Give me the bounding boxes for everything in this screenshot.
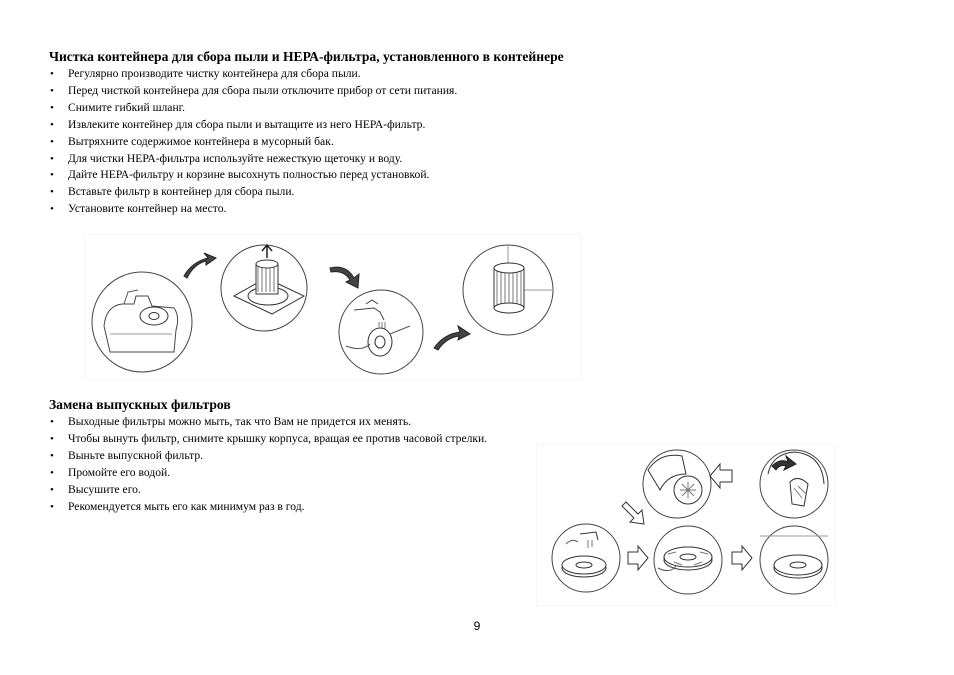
arrow-left-icon xyxy=(710,464,732,488)
clean-filter-drawing xyxy=(463,245,553,335)
list-item: • Дайте НЕРА-фильтру и корзине высохнуть полностью перед установкой. xyxy=(49,167,457,184)
page-number: 9 xyxy=(473,619,481,633)
container-cleaning-illustration xyxy=(84,234,581,380)
cover-rotation-drawing xyxy=(760,450,828,518)
arrow-right-icon xyxy=(628,546,648,570)
arrow-right-icon xyxy=(732,546,752,570)
vacuum-container-drawing xyxy=(92,272,192,372)
arrow-icon xyxy=(434,326,470,350)
list-item: • Выньте выпускной фильтр. xyxy=(49,448,487,465)
arrow-icon xyxy=(330,267,359,288)
list-item: • Вытряхните содержимое контейнера в мусорный бак. xyxy=(49,134,457,151)
section-title-container-cleaning: Чистка контейнера для сбора пыли и НЕРА-фильтра, установленного в контейнере xyxy=(49,49,564,64)
list-item: • Выходные фильтры можно мыть, так что Вам не придется их менять. xyxy=(49,414,487,431)
section-title-exhaust-filters: Замена выпускных фильтров xyxy=(49,397,231,412)
container-cleaning-steps xyxy=(49,66,457,218)
exhaust-filter-drying-drawing xyxy=(654,526,722,594)
list-item: • Перед чисткой контейнера для сбора пыли отключите прибор от сети питания. xyxy=(49,83,457,100)
filter-washing-drawing xyxy=(339,290,423,374)
filter-removal-drawing xyxy=(221,245,307,331)
rotate-arrow-icon xyxy=(772,456,796,470)
exhaust-filter-illustration xyxy=(536,444,836,606)
exhaust-filter-steps xyxy=(49,414,487,515)
list-item: • Чтобы вынуть фильтр, снимите крышку корпуса, вращая ее против часовой стрелки. xyxy=(49,431,487,448)
list-item: • Рекомендуется мыть его как минимум раз в год. xyxy=(49,499,487,516)
list-item: • Регулярно производите чистку контейнера для сбора пыли. xyxy=(49,66,457,83)
list-item: • Высушите его. xyxy=(49,482,487,499)
list-item: • Извлеките контейнер для сбора пыли и вытащите из него НЕРА-фильтр. xyxy=(49,117,457,134)
exhaust-filter-installed-drawing xyxy=(760,526,828,594)
cover-removal-drawing xyxy=(643,450,711,518)
list-item: • Промойте его водой. xyxy=(49,465,487,482)
arrow-icon xyxy=(184,253,216,278)
list-item: • Для чистки НЕРА-фильтра используйте нежесткую щеточку и воду. xyxy=(49,151,457,168)
list-item: • Установите контейнер на место. xyxy=(49,201,457,218)
arrow-down-icon xyxy=(622,502,644,524)
list-item: • Вставьте фильтр в контейнер для сбора пыли. xyxy=(49,184,457,201)
list-item: • Снимите гибкий шланг. xyxy=(49,100,457,117)
exhaust-filter-washing-drawing xyxy=(552,524,620,592)
